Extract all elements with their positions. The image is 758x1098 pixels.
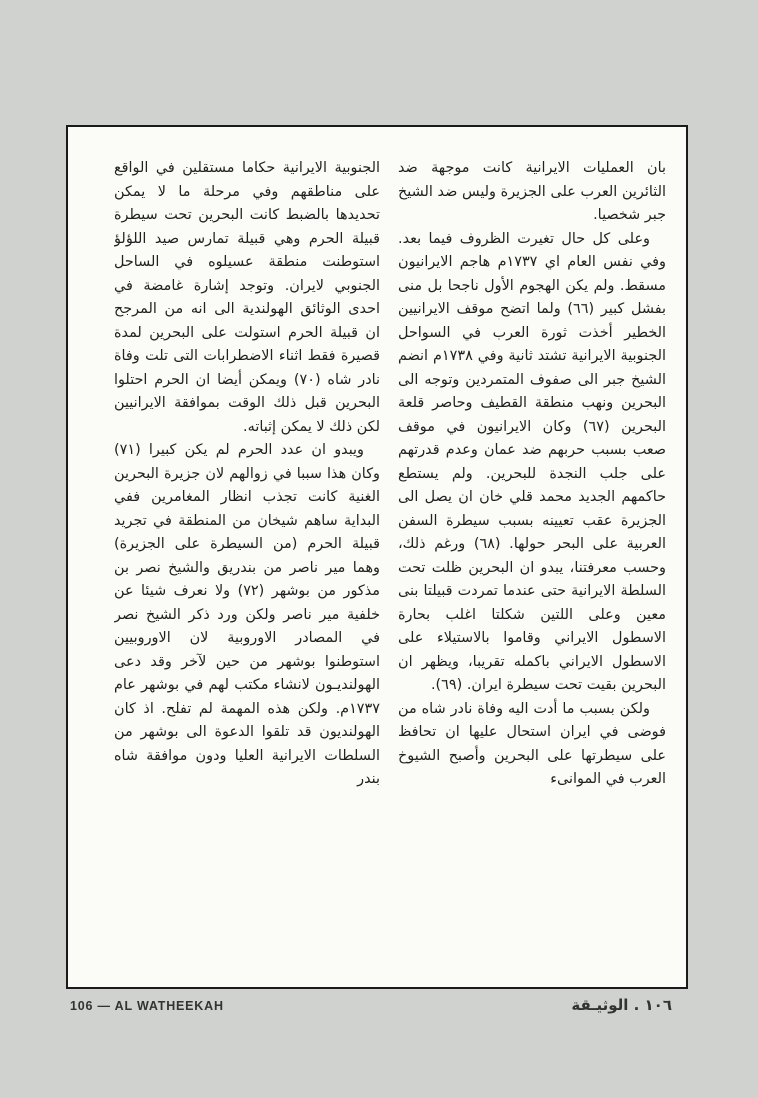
paragraph: ويبدو ان عدد الحرم لم يكن كبيرا (٧١) وكان هذا سببا في زوالهم لان جزيرة البحرين الغنية كانت تجذب انظار المغامرين ففي البداية ساهم شيخان من المنطقة في تجريد قبيلة الحرم (من السيطرة على الجزيرة) وهما مير ناصر من بندريق والشيخ نصر بن مذكور من بوشهر (٧٢) ولا نعرف شيئا عن خلفية مير ناصر ولكن ورد ذكر الشيخ نصر في المصادر الاوروبية لان الاوروبيين استوطنوا بوشهر من حين لآخر وقد دعى الهولنديـون لانشاء مكتب لهم في بوشهر عام ١٧٣٧م. ولكن هذه المهمة لم تفلح. اذ كان الهولنديون قد تلقوا الدعوة الى بوشهر من السلطات الايرانية العليا ودون موافقة شاه بندر: [114, 442, 380, 787]
paragraph: الجنوبية الايرانية حكاما مستقلين في الواقع على مناطقهم وفي مرحلة ما لا يمكن تحديدها بالضبط كانت البحرين تحت سيطرة قبيلة الحرم وهي قبيلة تمارس صيد اللؤلؤ استوطنت منطقة عسيلوه في الساحل الجنوبي لايران. وتوجد إشارة غامضة في احدى الوثائق الهولندية الى انه من المرجح ان قبيلة الحرم استولت على البحرين لمدة قصيرة فقط اثناء الاضطرابات التى تلت وفاة نادر شاه (٧٠) ويمكن أيضا ان الحرم احتلوا البحرين قبل ذلك الوقت بموافقة الايرانيين لكن ذلك لا يمكن إثباته.: [114, 160, 380, 435]
text-column-right: [398, 157, 666, 967]
footer-page-label-latin: 106 — AL WATHEEKAH: [70, 999, 224, 1013]
footer-page-label-arabic: ١٠٦ . الوثيـقة: [571, 996, 672, 1014]
paragraph: وعلى كل حال تغيرت الظروف فيما بعد. وفي نفس العام اي ١٧٣٧م هاجم الايرانيون مسقط. ولم يكن الهجوم الأول ناجحا بل منى بفشل كبير (٦٦) ولما اتضح موقف الايرانيين الخطير أخذت ثورة العرب في السواحل الجنوبية الايرانية تشتد ثانية وفي ١٧٣٨م انضم الشيخ جبر الى صفوف المتمردين وتوجه الى البحرين ونهب منطقة القطيف وحاصر قلعة البحرين (٦٧) وكان الايرانيون في موقف صعب بسبب حربهم ضد عمان وعدم قدرتهم على جلب النجدة للبحرين. ولم يستطع حاكمهم الجديد محمد قلي خان ان يصل الى الجزيرة عقب تعيينه بسبب سيطرة السفن العربية على البحر حولها. (٦٨) ورغم ذلك، وحسب معرفتنا، يبدو ان البحرين ظلت تحت السلطة الايرانية حتى عندما تمردت قبيلتا بنى معين وعلى اللتين شكلتا اغلب بحارة الاسطول الايراني وقاموا بالاستيلاء على الاسطول الايراني باكمله تقريبا، ويظهر ان البحرين بقيت تحت سيطرة ايران. (٦٩).: [398, 230, 666, 693]
page-frame: [66, 125, 688, 989]
paragraph: بان العمليات الايرانية كانت موجهة ضد الثائرين العرب على الجزيرة وليس ضد الشيخ جبر شخصيا.: [398, 160, 666, 223]
paragraph: ولكن بسبب ما أدت اليه وفاة نادر شاه من فوضى في ايران استحال عليها ان تحافظ على سيطرتها على البحرين وأصبح الشيوخ العرب في الموانىء: [398, 700, 666, 787]
page-footer: [0, 996, 758, 1019]
text-column-left: [114, 157, 380, 967]
